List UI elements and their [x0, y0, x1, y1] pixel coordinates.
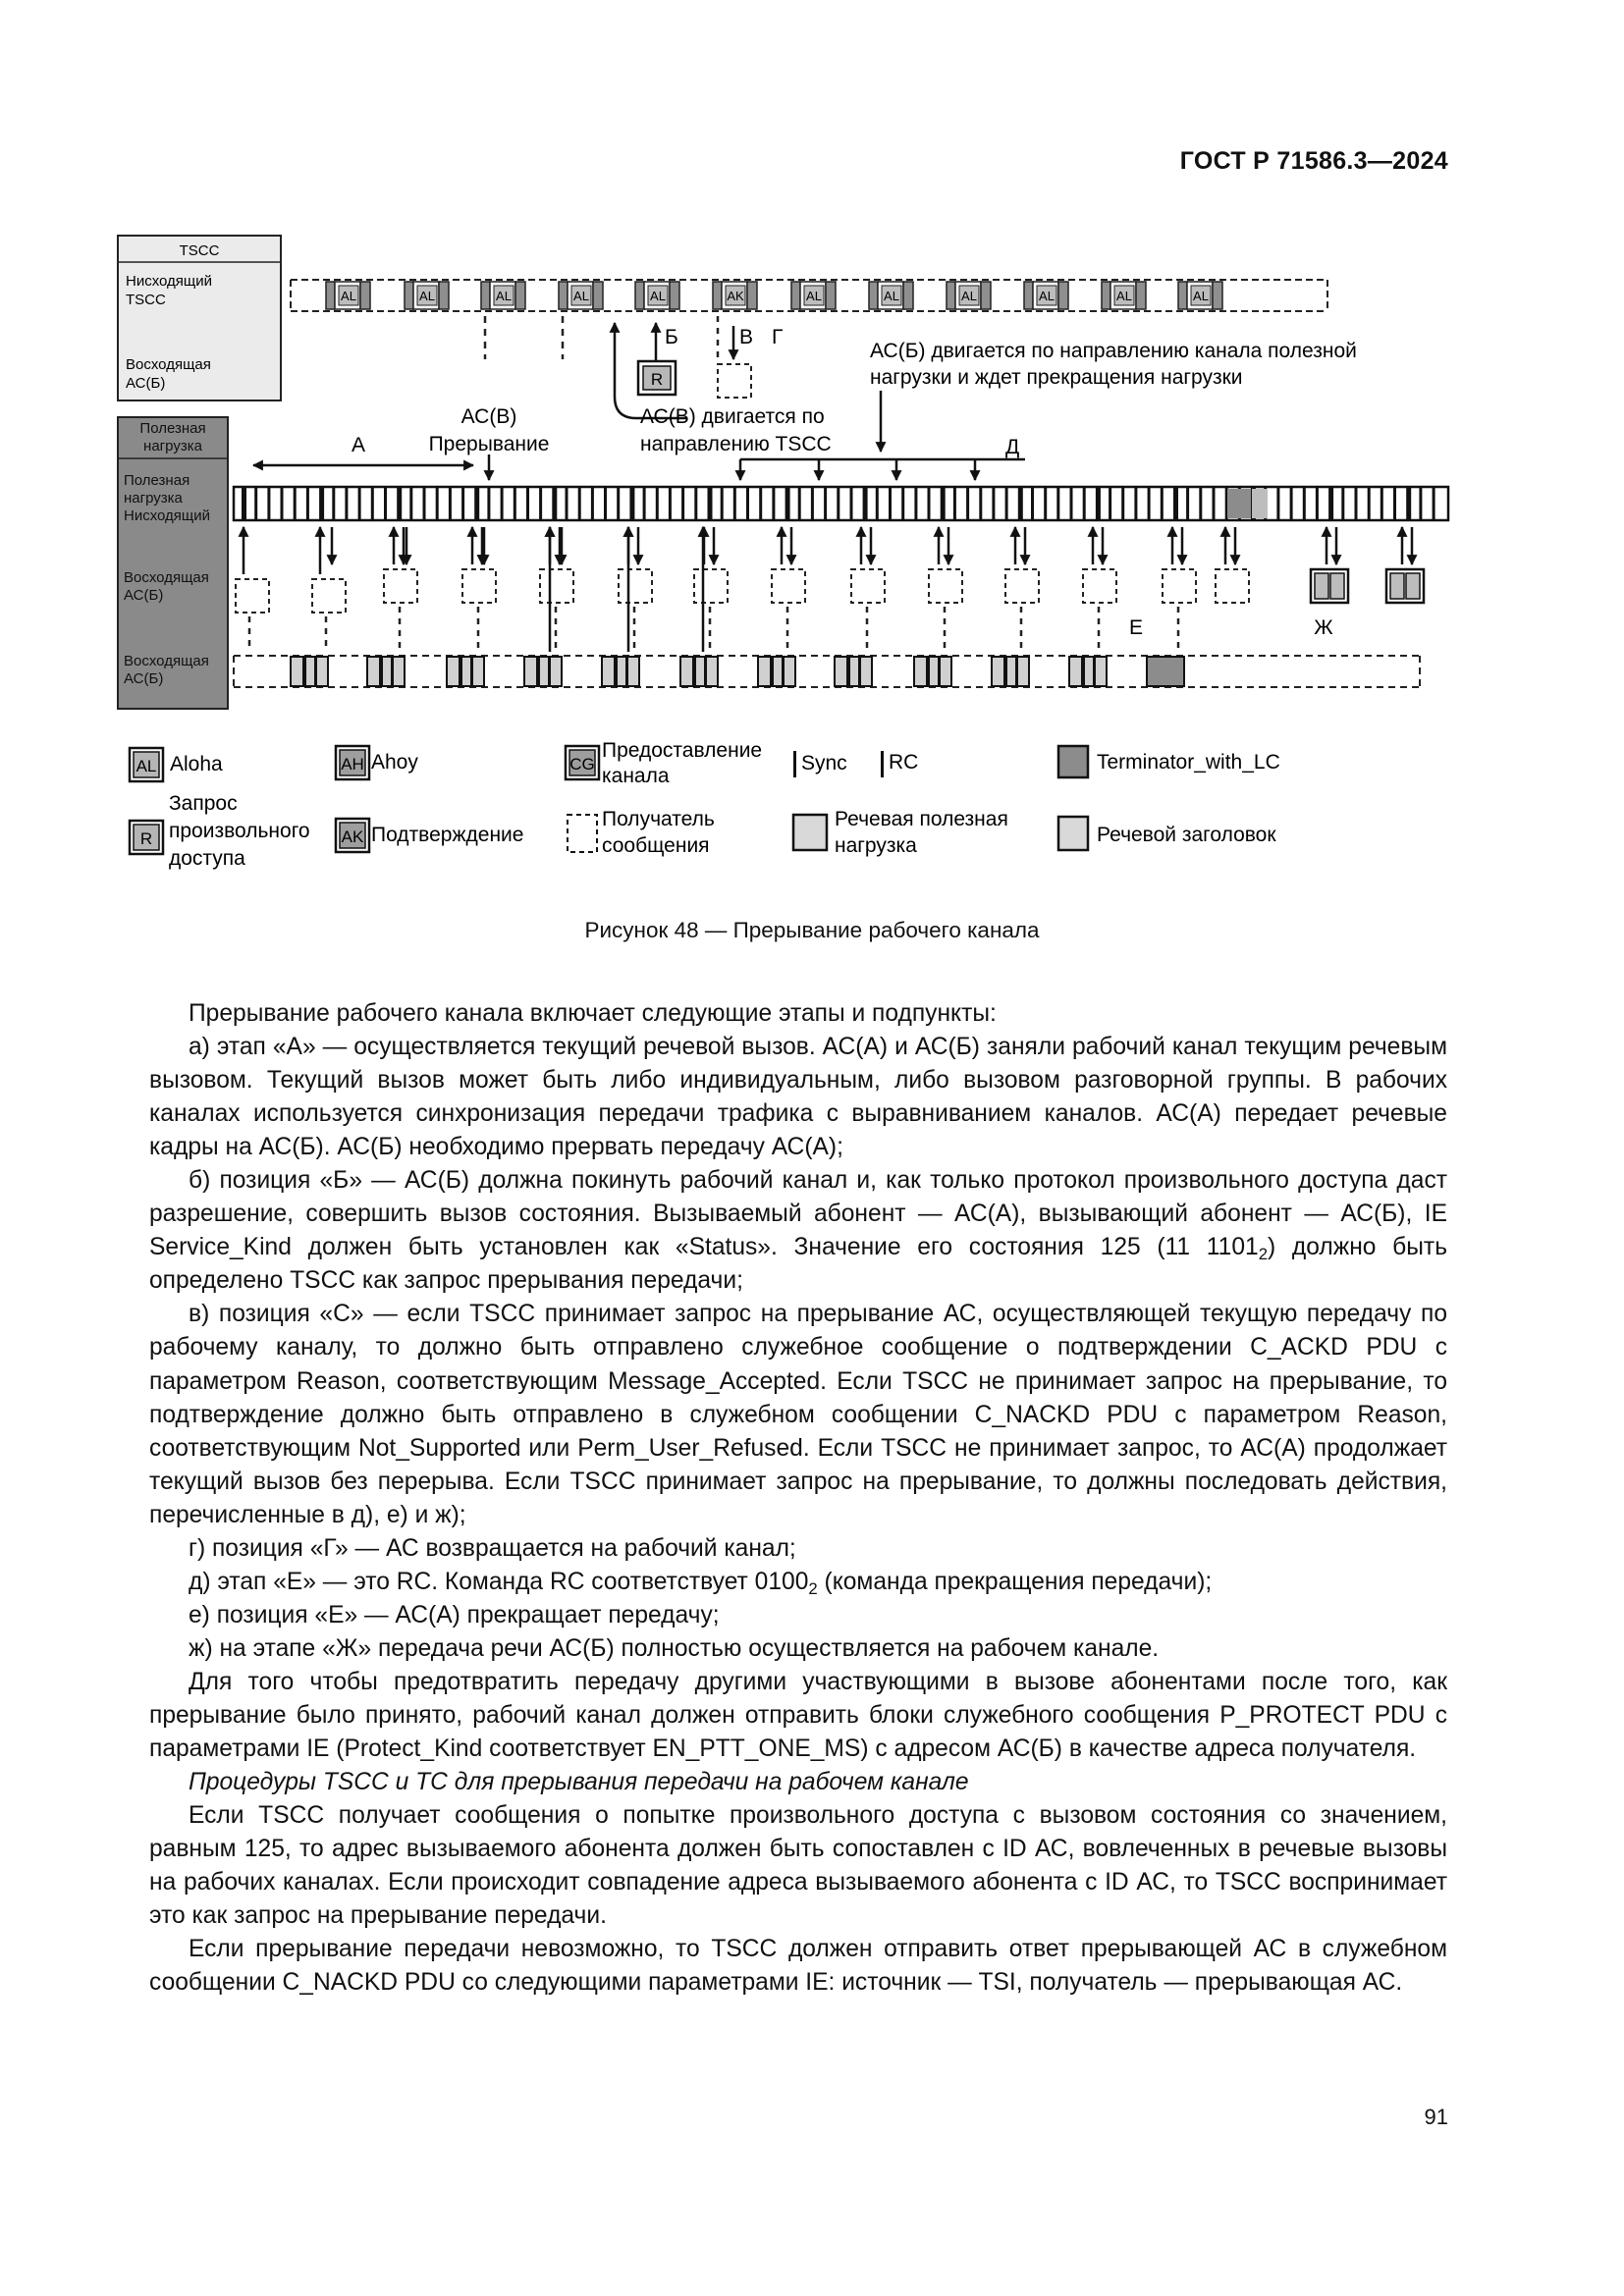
burst-label: AL — [961, 289, 977, 303]
payload-tick — [1186, 488, 1189, 519]
svg-text:Речевая полезнаянагрузка — [835, 808, 1008, 857]
burst-gap — [747, 282, 757, 309]
payload-tick — [578, 488, 581, 519]
legend-recipient-mark — [568, 815, 597, 852]
legend-r-text-1: Запрос — [169, 792, 238, 815]
uplink-row-2 — [234, 656, 1420, 687]
burst-gap — [559, 282, 568, 309]
voice-block — [992, 657, 1029, 686]
payload-tick — [876, 488, 879, 519]
tscc-up-label-1: Восходящая — [126, 356, 211, 373]
payload-tick — [474, 488, 479, 519]
payload-tick — [1433, 488, 1435, 519]
voice-block-divider — [470, 658, 473, 685]
acb-moves-line2: нагрузки и ждет прекращения нагрузки — [870, 366, 1243, 389]
up2-label-1: Восходящая — [124, 653, 209, 669]
voice-block-divider — [782, 658, 785, 685]
item-zh: ж) на этапе «Ж» передача речи АС(Б) полностью осуществляется на рабочем канале. — [189, 1634, 1160, 1662]
burst-gap — [947, 282, 955, 309]
paragraph-protect: Для того чтобы предотвратить передачу другими участвующими в вызове абонентами после того, как прерывание было принято, рабочий канал должен отправить блоки служебного сообщения P_PROTECT PDU с параметрами IE (Protect_Kind соответствует EN_PTT_ONE_MS) с адресом АС(Б) в качестве адреса получателя. — [149, 1668, 1447, 1763]
payload-tick — [863, 488, 868, 519]
payload-tick — [242, 488, 246, 519]
legend-voice-header-mark — [1058, 817, 1088, 850]
legend-cg-code: CG — [569, 755, 595, 774]
payload-tick — [669, 488, 672, 519]
payload-tick — [254, 488, 257, 519]
payload-tick — [979, 488, 982, 519]
payload-tick — [1393, 488, 1396, 519]
body-text — [149, 997, 1447, 2000]
burst-label: AL — [884, 289, 899, 303]
recipient-box — [1083, 569, 1116, 603]
recipient-box — [384, 569, 417, 603]
legend-ak-text: Подтверждение — [371, 824, 524, 846]
voice-block — [447, 657, 484, 686]
payload-tick — [889, 488, 892, 519]
legend-rc-text: RC — [889, 751, 919, 774]
recipient-box — [619, 569, 652, 603]
payload-tick — [514, 488, 516, 519]
recipient-box — [236, 579, 269, 613]
voice-block-divider — [379, 658, 383, 685]
legend-ak-code: AK — [341, 828, 364, 846]
burst-gap — [903, 282, 913, 309]
label-v: В — [739, 326, 754, 348]
voice-block-divider — [846, 658, 850, 685]
figure-caption: Рисунок 48 — Прерывание рабочего канала — [584, 918, 1040, 942]
voice-block-divider — [692, 658, 696, 685]
item-g: г) позиция «Г» — АС возвращается на рабочий канал; — [189, 1534, 796, 1562]
voice-block — [758, 657, 795, 686]
burst-gap — [635, 282, 644, 309]
legend-terminator-mark — [1058, 746, 1088, 777]
voice-block-divider — [1081, 658, 1085, 685]
burst-gap — [1024, 282, 1033, 309]
payload-tick — [1341, 488, 1344, 519]
burst-gap — [515, 282, 525, 309]
recipient-box — [1163, 569, 1196, 603]
voice-block — [524, 657, 562, 686]
payload-tick — [487, 488, 490, 519]
voice-block-divider — [302, 658, 306, 685]
legend-voice-payload-text-1: Речевая полезная — [835, 808, 1008, 830]
payload-tick — [759, 488, 762, 519]
paragraph-tscc-2: Если прерывание передачи невозможно, то TSCC должен отправить ответ прерывающей АС в служебном сообщении C_NACKD PDU со следующими параметрами IE: источник — TSI, получатель — прерывающая АС. — [149, 1936, 1447, 1997]
voice-block-divider — [1015, 658, 1018, 685]
recipient-box — [851, 569, 885, 603]
burst-gap — [713, 282, 722, 309]
terminator-block — [1252, 489, 1268, 518]
recipient-box — [1005, 569, 1039, 603]
burst-gap — [981, 282, 991, 309]
payload-tick — [1070, 488, 1073, 519]
payload-tick — [1148, 488, 1151, 519]
voice-block-divider — [625, 658, 628, 685]
procedures-heading: Процедуры TSCC и TC для прерывания передачи на рабочем канале — [189, 1769, 969, 1796]
payload-tick — [449, 488, 452, 519]
legend-voice-payload-mark — [793, 815, 827, 850]
legend-ah-text: Ahoy — [371, 751, 418, 774]
recipient-box — [462, 569, 496, 603]
voice-block-divider — [704, 658, 707, 685]
burst-label: AL — [806, 289, 822, 303]
payload-tick — [461, 488, 464, 519]
uplink-arrows — [236, 527, 1424, 652]
legend-recipient-text-2: сообщения — [602, 834, 710, 857]
payload-tick — [1328, 488, 1333, 519]
page-number: 91 — [1424, 2105, 1448, 2129]
terminator-block — [1147, 657, 1184, 686]
payload-tick — [941, 488, 946, 519]
item-e: е) позиция «Е» — АС(А) прекращает передачу; — [189, 1601, 720, 1629]
payload-tick — [1316, 488, 1319, 519]
payload-tick — [423, 488, 426, 519]
burst-gap — [593, 282, 603, 309]
payload-tick — [1018, 488, 1023, 519]
payload-down-label-3: Нисходящий — [124, 507, 211, 524]
legend-cg-text-2: канала — [602, 765, 670, 787]
item-a: а) этап «А» — осуществляется текущий речевой вызов. АС(А) и АС(Б) заняли рабочий канал текущим речевым вызовом. Текущий вызов может быть либо индивидуальным, либо вызовом разговорной группы. В рабочих каналах используется синхронизация передачи трафика с выравниванием каналов. АС(А) передает речевые кадры на АС(Б). АС(Б) необходимо прервать передачу АС(А); — [149, 1034, 1447, 1161]
burst-gap — [481, 282, 490, 309]
payload-tick — [1031, 488, 1034, 519]
payload-tick — [409, 488, 412, 519]
payload-tick — [629, 488, 634, 519]
payload-tick — [1056, 488, 1059, 519]
payload-tick — [914, 488, 917, 519]
voice-header-half — [1406, 573, 1420, 599]
burst-label: AK — [727, 289, 744, 303]
payload-tick — [798, 488, 801, 519]
tscc-up-label-2: АС(Б) — [126, 375, 166, 392]
label-zh: Ж — [1314, 616, 1333, 639]
recipient-box — [929, 569, 962, 603]
label-b: Б — [665, 326, 678, 348]
payload-tick — [1005, 488, 1008, 519]
voice-block — [602, 657, 639, 686]
legend-ah-code: AH — [341, 755, 364, 774]
burst-label: AL — [1039, 289, 1055, 303]
payload-tick — [733, 488, 736, 519]
legend-r-text-2: произвольного — [169, 820, 310, 842]
figure-48 — [0, 0, 1624, 942]
payload-tick — [694, 488, 697, 519]
paragraph-tscc-1: Если TSCC получает сообщения о попытке произвольного доступа с вызовом состояния со значением, равным 125, то адрес вызываемого абонента должен быть сопоставлен с ID АС, вовлеченных в речевые вызовы на рабочих каналах. Если происходит совпадение адреса вызываемого абонента с ID АС, то TSCC воспринимает это как запрос на прерывание передачи. — [149, 1802, 1447, 1930]
payload-down-label-1: Полезная — [124, 472, 190, 489]
voice-block — [1069, 657, 1107, 686]
burst-gap — [439, 282, 449, 309]
payload-tick — [604, 488, 607, 519]
payload-tick — [566, 488, 568, 519]
payload-tick — [436, 488, 439, 519]
payload-tick — [656, 488, 659, 519]
voice-block-divider — [391, 658, 394, 685]
burst-gap — [869, 282, 878, 309]
payload-tick — [1083, 488, 1086, 519]
voice-block — [680, 657, 718, 686]
item-v: в) позиция «С» — если TSCC принимает запрос на прерывание АС, осуществляющей текущую передачу по рабочему каналу, то должно быть отправлено служебное сообщение о подтверждении C_ACKD PDU с параметром Reason, соответствующим Message_Accepted. Если TSCC не принимает запрос на прерывание, то подтверждение должно быть отправлено в служебном сообщении C_NACKD PDU с параметром Reason, соответствующим Not_Supported или Perm_User_Refused. Если TSCC не принимает запрос, то АС(А) продолжает текущий вызов без перерыва. Если TSCC принимает запрос на прерывание, то должны последовать действия, перечисленные в д), е) и ж); — [149, 1301, 1447, 1528]
payload-tick — [1276, 488, 1279, 519]
payload-tick — [345, 488, 348, 519]
r-block-label: R — [650, 370, 664, 389]
payload-tick — [1406, 488, 1411, 519]
burst-gap — [826, 282, 836, 309]
payload-tick — [992, 488, 995, 519]
payload-tick — [1199, 488, 1202, 519]
payload-tick — [850, 488, 853, 519]
payload-tick — [1380, 488, 1383, 519]
voice-block-divider — [459, 658, 462, 685]
acb-moves-line1: АС(Б) двигается по направлению канала полезной — [870, 340, 1357, 362]
payload-tick — [721, 488, 724, 519]
acv-label: АС(В) — [460, 405, 517, 428]
payload-tick — [811, 488, 814, 519]
label-g: Г — [772, 326, 784, 348]
burst-gap — [405, 282, 413, 309]
tscc-title: TSCC — [179, 242, 220, 259]
payload-tick — [1368, 488, 1371, 519]
voice-block-divider — [614, 658, 618, 685]
payload-tick — [1134, 488, 1137, 519]
voice-block-divider — [938, 658, 941, 685]
recipient-box — [1216, 569, 1249, 603]
svg-text:АС(В) двигается понаправлению — [640, 405, 832, 455]
up1-label-1: Восходящая — [124, 569, 209, 586]
payload-tick — [552, 488, 557, 519]
svg-text:АС(Б) двигается по направлению — [870, 340, 1357, 389]
paragraph-1: Прерывание рабочего канала включает следующие этапы и подпункты: — [189, 1000, 997, 1027]
voice-block-divider — [1003, 658, 1007, 685]
burst-label: AL — [1193, 289, 1209, 303]
recipient-box — [694, 569, 728, 603]
document-header: ГОСТ Р 71586.3—2024 — [1179, 147, 1448, 175]
voice-block-divider — [536, 658, 540, 685]
payload-tick — [772, 488, 775, 519]
svg-text:Получательсообщения — [602, 808, 715, 857]
payload-tick — [1419, 488, 1422, 519]
payload-label-1: Полезная — [139, 420, 206, 437]
legend — [130, 739, 1280, 870]
up1-label-2: АС(Б) — [124, 587, 164, 604]
payload-tick — [358, 488, 361, 519]
payload-tick — [708, 488, 713, 519]
tscc-down-label-2: TSCC — [126, 292, 166, 308]
voice-header-half — [1390, 573, 1404, 599]
payload-tick — [294, 488, 297, 519]
legend-sync-mark — [793, 751, 796, 777]
legend-r-text-3: доступа — [169, 847, 245, 870]
payload-tick — [306, 488, 309, 519]
svg-text:Полезнаянагрузка — [139, 420, 205, 454]
burst-gap — [1058, 282, 1068, 309]
voice-block-divider — [1093, 658, 1096, 685]
item-d: д) этап «Е» — это RC. Команда RC соответствует $0100_2$ (команда прекращения передачи); — [189, 1568, 1213, 1598]
burst-label: AL — [341, 289, 356, 303]
payload-downlink-row — [234, 487, 1448, 520]
burst-gap — [670, 282, 679, 309]
recipient-box — [312, 579, 346, 613]
burst-gap — [326, 282, 335, 309]
payload-tick — [901, 488, 904, 519]
payload-tick — [643, 488, 646, 519]
burst-gap — [1102, 282, 1110, 309]
label-a: А — [351, 434, 366, 456]
voice-block — [367, 657, 405, 686]
payload-tick — [837, 488, 839, 519]
payload-tick — [681, 488, 684, 519]
payload-tick — [539, 488, 542, 519]
payload-tick — [1109, 488, 1111, 519]
payload-tick — [1161, 488, 1164, 519]
acv-interrupt-label: Прерывание — [428, 433, 550, 455]
payload-tick — [267, 488, 270, 519]
payload-tick — [526, 488, 529, 519]
acv-moves-line2: направлению TSCC — [640, 433, 832, 455]
voice-header-half — [1330, 573, 1344, 599]
voice-block — [914, 657, 951, 686]
voice-block-divider — [770, 658, 774, 685]
payload-tick — [1355, 488, 1358, 519]
acv-moves-line1: АС(В) двигается по — [640, 405, 825, 428]
svg-text:Предоставлениеканала — [602, 739, 762, 787]
up2-label-2: АС(Б) — [124, 670, 164, 687]
burst-gap — [360, 282, 370, 309]
payload-tick — [785, 488, 790, 519]
voice-block-divider — [858, 658, 861, 685]
burst-gap — [1213, 282, 1222, 309]
legend-voice-header-text: Речевой заголовок — [1097, 824, 1276, 846]
burst-label: AL — [573, 289, 589, 303]
item-b: б) позиция «Б» — АС(Б) должна покинуть рабочий канал и, как только протокол произвольного доступа даст разрешение, совершить вызов состояния. Вызываемый абонент — АС(А), вызывающий абонент — АС(Б), IE Service_Kind должен быть установлен как «Status». Значение его состояния 125 (11 $1101_2$) должно быть определено TSCC как запрос прерывания передачи; — [149, 1167, 1448, 1295]
payload-tick — [501, 488, 504, 519]
payload-tick — [928, 488, 931, 519]
voice-block-divider — [926, 658, 930, 685]
legend-voice-payload-text-2: нагрузка — [835, 834, 917, 857]
recipient-box — [540, 569, 573, 603]
legend-recipient-text-1: Получатель — [602, 808, 715, 830]
legend-terminator-text: Terminator_with_LC — [1097, 751, 1280, 774]
payload-tick — [1173, 488, 1178, 519]
payload-tick — [1290, 488, 1293, 519]
payload-tick — [1213, 488, 1216, 519]
legend-r-code: R — [139, 829, 153, 848]
recipient-box — [772, 569, 805, 603]
legend-cg-text-1: Предоставление — [602, 739, 763, 762]
burst-label: AL — [650, 289, 666, 303]
label-d: Д — [1005, 436, 1020, 458]
voice-block-divider — [548, 658, 551, 685]
burst-label: AL — [496, 289, 512, 303]
payload-tick — [319, 488, 324, 519]
legend-al-code: AL — [135, 757, 157, 775]
svg-text:Запроспроизвольногодоступа — [169, 792, 310, 870]
payload-tick — [371, 488, 374, 519]
tscc-down-label-1: Нисходящий — [126, 273, 213, 290]
payload-tick — [746, 488, 749, 519]
payload-tick — [397, 488, 402, 519]
payload-tick — [281, 488, 284, 519]
burst-label: AL — [1116, 289, 1132, 303]
payload-tick — [966, 488, 969, 519]
payload-tick — [332, 488, 335, 519]
payload-tick — [384, 488, 387, 519]
label-e: Е — [1128, 616, 1144, 639]
payload-tick — [1121, 488, 1124, 519]
legend-sync-text: Sync — [801, 752, 847, 774]
payload-tick — [591, 488, 594, 519]
terminator-block — [1227, 489, 1251, 518]
payload-tick — [1303, 488, 1306, 519]
payload-label-2: нагрузка — [143, 438, 202, 454]
burst-gap — [1136, 282, 1146, 309]
voice-block — [291, 657, 328, 686]
burst-gap — [1178, 282, 1187, 309]
voice-block-divider — [314, 658, 317, 685]
legend-al-text: Aloha — [170, 753, 223, 775]
payload-tick — [617, 488, 620, 519]
voice-block — [835, 657, 872, 686]
payload-tick — [953, 488, 956, 519]
payload-tick — [824, 488, 827, 519]
burst-label: AL — [419, 289, 435, 303]
payload-down-label-2: нагрузка — [124, 490, 183, 507]
recipient-box-v — [718, 364, 751, 398]
payload-tick — [1044, 488, 1047, 519]
burst-gap — [791, 282, 800, 309]
legend-rc-mark — [881, 751, 884, 777]
voice-header-half — [1315, 573, 1328, 599]
tscc-downlink-row — [291, 280, 1327, 311]
payload-tick — [1096, 488, 1101, 519]
